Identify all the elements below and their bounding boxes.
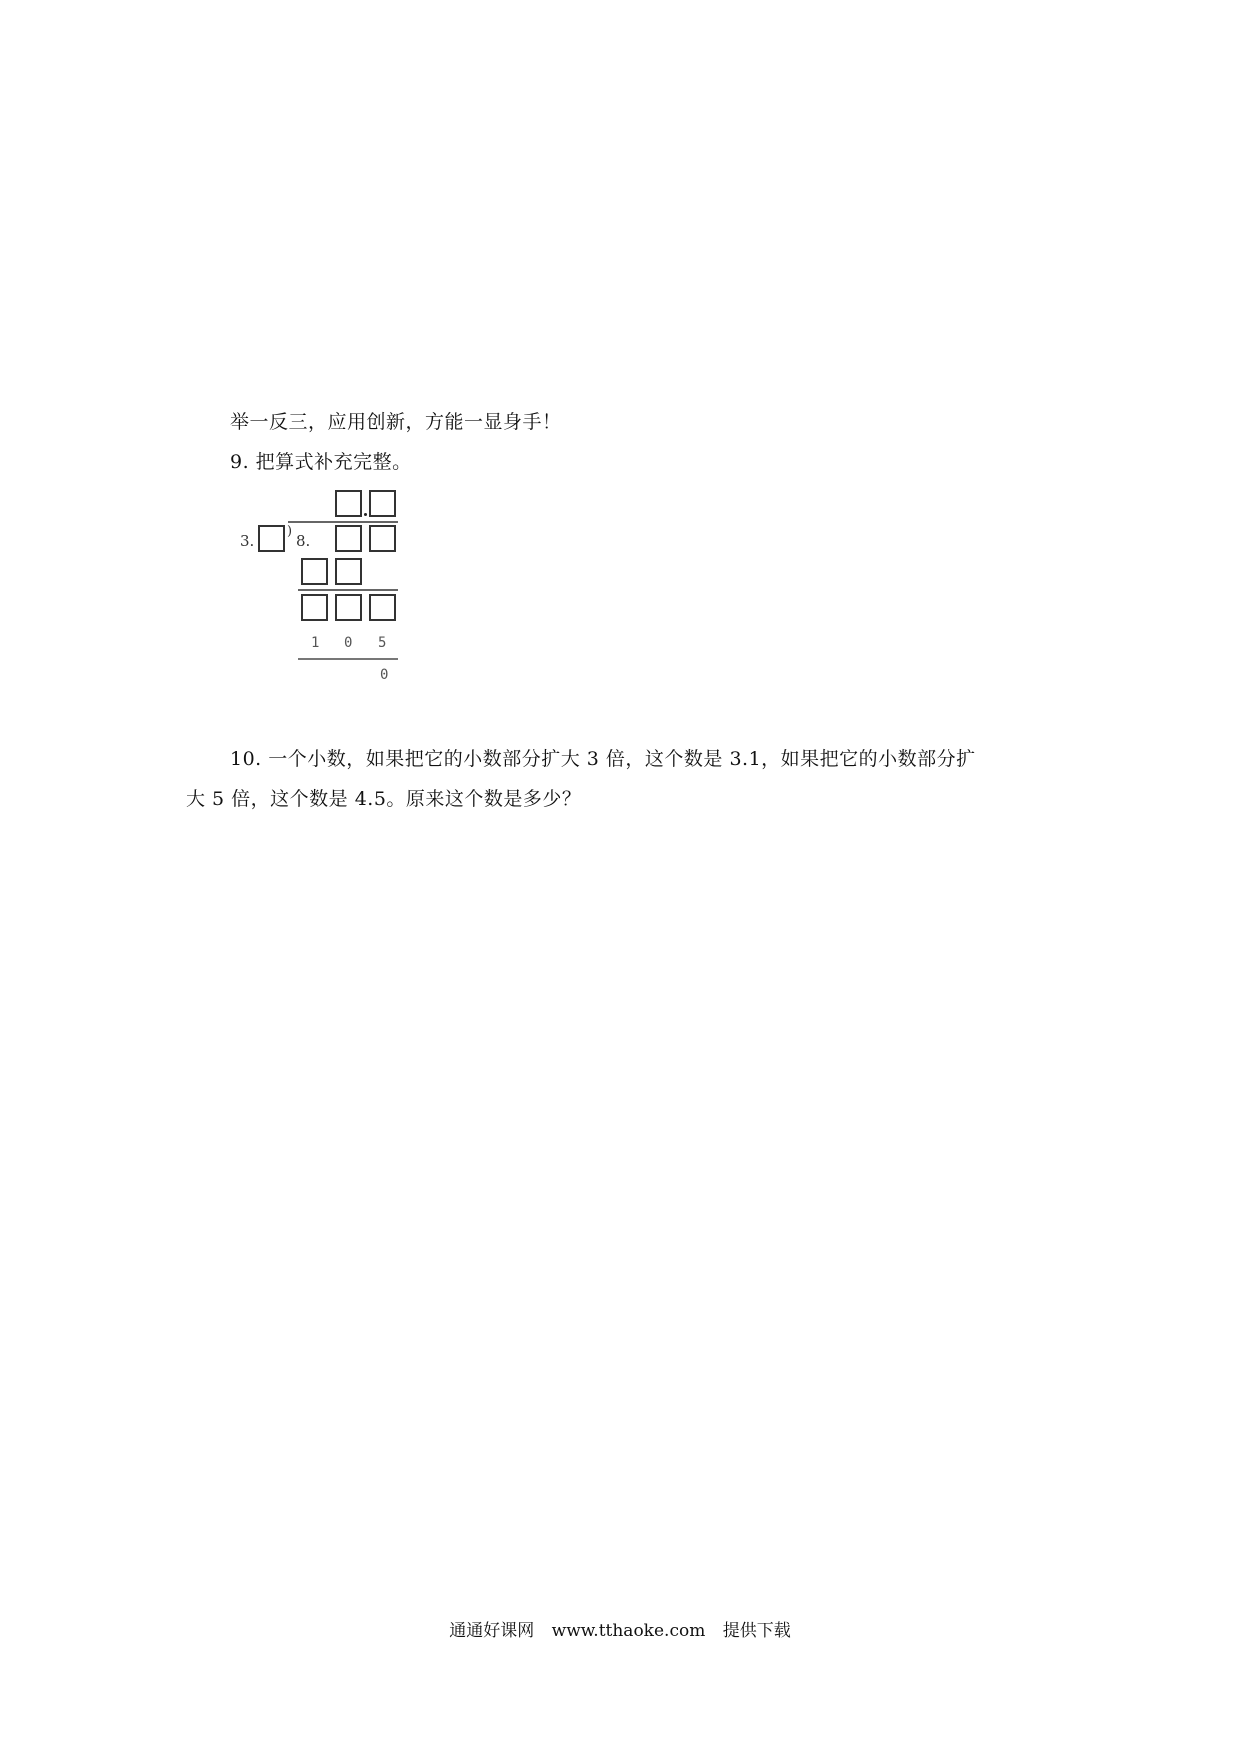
second-product-digit-2: 0	[344, 635, 353, 651]
final-remainder: 0	[380, 667, 389, 683]
divisor-box[interactable]	[258, 525, 285, 552]
remainder-box-2[interactable]	[335, 594, 362, 621]
quotient-box-2[interactable]	[369, 490, 396, 517]
quotient-decimal-point	[364, 513, 367, 516]
page-footer	[0, 1620, 1240, 1642]
subtraction-line-1	[298, 589, 398, 591]
division-bracket: )	[287, 524, 293, 539]
divisor-prefix: 3.	[240, 532, 255, 550]
product-box-2[interactable]	[335, 558, 362, 585]
second-product-digit-1: 1	[311, 635, 320, 651]
footer-suffix: 提供下载	[722, 1621, 791, 1641]
footer-url[interactable]: www.tthaoke.com	[551, 1621, 706, 1641]
remainder-box-1[interactable]	[301, 594, 328, 621]
question-10-line-2: 大 5 倍，这个数是 4.5。原来这个数是多少？	[186, 788, 582, 810]
dividend-box-2[interactable]	[369, 525, 396, 552]
second-product-digit-3: 5	[378, 635, 387, 651]
dividend-box-1[interactable]	[335, 525, 362, 552]
question-9-text: 9. 把算式补充完整。	[230, 451, 412, 473]
footer-site-name: 通通好课网	[449, 1621, 535, 1641]
remainder-box-3[interactable]	[369, 594, 396, 621]
division-bar	[288, 521, 398, 523]
dividend-prefix: 8.	[296, 532, 311, 550]
product-box-1[interactable]	[301, 558, 328, 585]
division-puzzle	[228, 488, 428, 688]
section-heading: 举一反三，应用创新，方能一显身手！	[230, 411, 562, 433]
question-10-line-1: 10. 一个小数，如果把它的小数部分扩大 3 倍，这个数是 3.1，如果把它的小数部分扩	[230, 748, 976, 770]
quotient-box-1[interactable]	[335, 490, 362, 517]
subtraction-line-2	[298, 658, 398, 660]
